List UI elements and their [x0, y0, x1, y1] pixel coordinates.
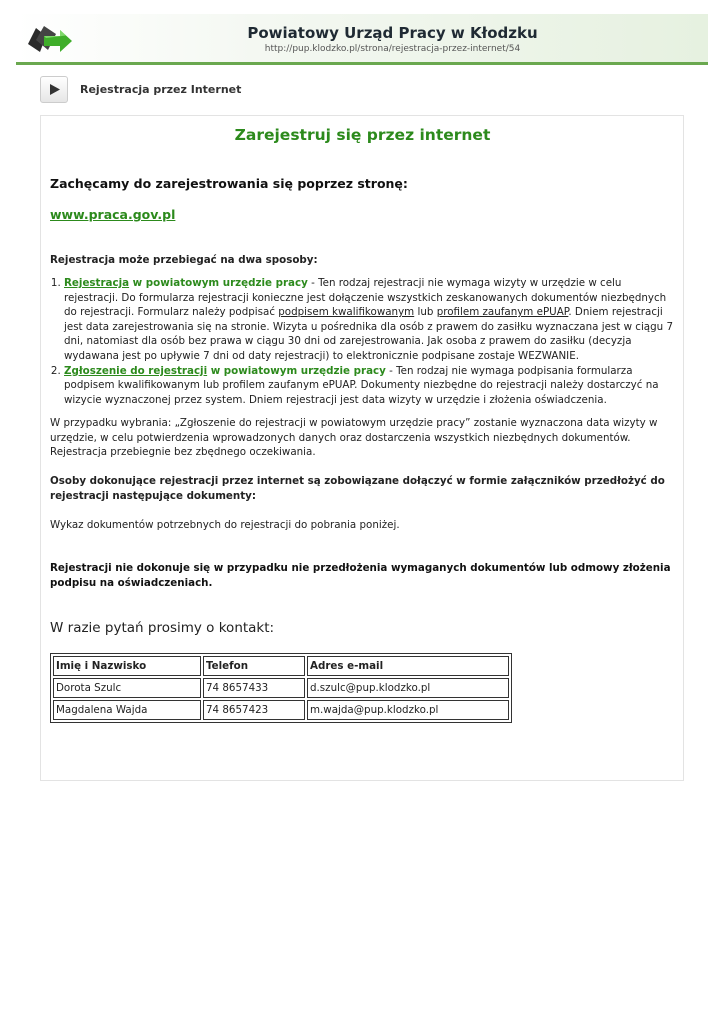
contact-heading: W razie pytań prosimy o kontakt:: [50, 620, 275, 636]
table-header-row: [53, 656, 509, 676]
registration-methods-list: [50, 276, 675, 407]
ways-heading: Rejestracja może przebiegać na dwa sposoby:: [50, 254, 318, 266]
warning-text: Rejestracji nie dokonuje się w przypadku nie przedłożenia wymaganych dokumentów lub odmowy złożenia podpisu na oświadczeniach.: [50, 562, 671, 589]
column-header: Imię i Nazwisko: [53, 656, 201, 676]
breadcrumb-label: Rejestracja przez Internet: [80, 83, 242, 96]
email-cell[interactable]: m.wajda@pup.klodzko.pl: [307, 700, 509, 720]
registration-link[interactable]: Rejestracja: [64, 277, 130, 289]
epuap-profile-text: profilem zaufanym ePUAP: [436, 306, 569, 319]
table-row: [53, 678, 509, 698]
column-header: Adres e-mail: [307, 656, 509, 676]
breadcrumb-button[interactable]: [40, 76, 68, 103]
logo-arrow-icon: [26, 22, 74, 56]
header-divider: [16, 62, 708, 65]
email-cell[interactable]: d.szulc@pup.klodzko.pl: [307, 678, 509, 698]
contacts-table: [50, 653, 512, 723]
column-header: Telefon: [203, 656, 305, 676]
table-cell: Magdalena Wajda: [53, 700, 201, 720]
site-url[interactable]: http://pup.klodzko.pl/strona/rejestracja-przez-internet/54: [264, 44, 521, 54]
attachments-heading: Osoby dokonujące rejestracji przez internet są zobowiązane dołączyć w formie załączników przedłożyć do rejestracji następujące dokumenty:: [50, 475, 665, 502]
table-cell: 74 8657433: [203, 678, 305, 698]
table-row: [53, 700, 509, 720]
play-arrow-icon: [49, 83, 61, 96]
registration-notice-link[interactable]: Zgłoszenie do rejestracji: [64, 364, 208, 377]
list-item-title: w powiatowym urzędzie pracy: [207, 364, 386, 377]
table-cell: 74 8657423: [203, 700, 305, 720]
list-item-text: lub: [414, 306, 437, 319]
list-item: [64, 276, 675, 364]
list-item-text: - Ten rodzaj rejestracji nie wymaga wizyty w urzędzie w celu rejestracji. Do formularza rejestracji konieczne jest dołączenie wszystkich zeskanowanych dokumentów niezbędnych do rejestracji. Formularz należy podpisać: [64, 277, 667, 319]
praca-gov-link[interactable]: www.praca.gov.pl: [50, 207, 176, 222]
site-title: Powiatowy Urząd Pracy w Kłodzku: [247, 24, 538, 42]
table-cell: Dorota Szulc: [53, 678, 201, 698]
documents-text: Wykaz dokumentów potrzebnych do rejestracji do pobrania poniżej.: [50, 519, 400, 531]
list-item: [64, 364, 675, 408]
list-item-text: . Dniem rejestracji jest data zarejestrowania się na stronie. Wizyta u pośrednika dla osób z prawem do zasiłku wyznaczana jest w ciągu 7 dni, natomiast dla osób bez prawa w ciągu 30 dni od zarejestrowania. Jak osoba z prawem do zasiłku (decyzja wydawana jest po upływie 7 dni od daty rejestracji) to elektronicznie podpisane zostaje WEZWANIE.: [64, 306, 673, 362]
lead-text: Zachęcamy do zarejestrowania się poprzez stronę:: [50, 176, 408, 191]
qualified-signature-text: podpisem kwalifikowanym: [278, 306, 415, 319]
page-title: Zarejestruj się przez internet: [234, 126, 491, 144]
list-item-text: - Ten rodzaj nie wymaga podpisania formularza podpisem kwalifikowanym lub profilem zaufanym ePUAP. Dokumenty niezbędne do rejestracji należy dostarczyć na wizycie wyznaczonej przez system. Dniem rejestracji jest data wizyty w urzędzie i złożenia oświadczenia.: [64, 364, 659, 406]
choice-paragraph: W przypadku wybrania: „Zgłoszenie do rejestracji w powiatowym urzędzie pracy” zostanie wyznaczona data wizyty w urzędzie, w celu potwierdzenia wprowadzonych danych oraz dostarczenia wszystkich niezbędnych dokumentów. Rejestracja przebiegnie bez zbędnego oczekiwania.: [50, 417, 658, 459]
list-item-title: w powiatowym urzędzie pracy: [129, 277, 308, 289]
